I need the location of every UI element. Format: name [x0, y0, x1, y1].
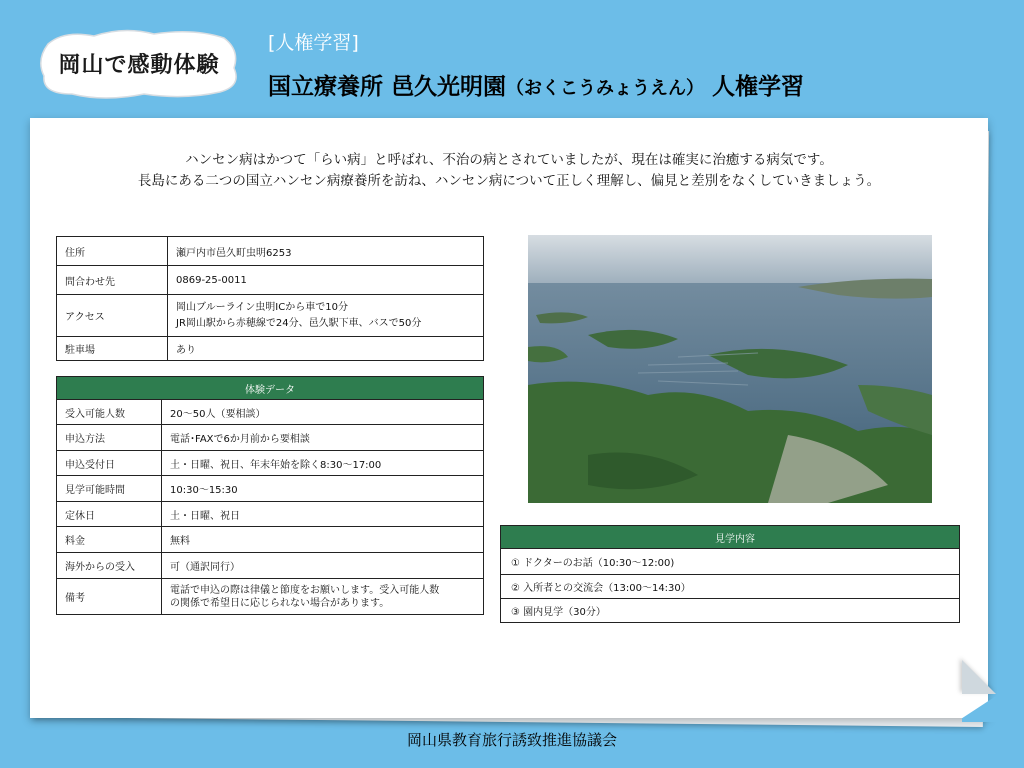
info-label-access: アクセス	[57, 295, 168, 337]
experience-table	[56, 376, 484, 615]
info-value-contact: 0869-25-0011	[168, 266, 484, 295]
table-row	[57, 579, 484, 615]
note-line-1: 電話で申込の際は律儀と節度をお願いします。受入可能人数	[170, 584, 440, 596]
intro-line-1: ハンセン病はかつて「らい病」と呼ばれ、不治の病とされていましたが、現在は確実に治癒する病気です。	[185, 152, 833, 168]
table-row	[57, 400, 484, 425]
table-header-row	[57, 377, 484, 400]
table-header-row	[501, 526, 960, 549]
title-reading: （おくこうみょうえん）	[506, 78, 705, 99]
exp-label: 受入可能人数	[57, 400, 162, 425]
info-value-parking: あり	[168, 337, 484, 361]
table-row	[501, 575, 960, 599]
category-label: [人権学習]	[268, 32, 359, 54]
visit-table	[500, 525, 960, 623]
access-line-1: 岡山ブルーライン虫明ICから車で10分	[176, 301, 348, 313]
exp-value	[162, 579, 484, 615]
exp-label: 定休日	[57, 502, 162, 527]
table-row	[57, 237, 484, 266]
exp-label: 海外からの受入	[57, 553, 162, 579]
access-line-2: JR岡山駅から赤穂線で24分、邑久駅下車、バスで50分	[176, 317, 422, 329]
table-row	[501, 599, 960, 623]
exp-value: 土・日曜、祝日、年末年始を除く8:30～17:00	[162, 451, 484, 476]
info-label-contact: 問合わせ先	[57, 266, 168, 295]
table-row	[57, 502, 484, 527]
intro-text	[30, 150, 988, 192]
info-table	[56, 236, 484, 361]
table-row	[57, 553, 484, 579]
table-row	[501, 549, 960, 575]
intro-line-2: 長島にある二つの国立ハンセン病療養所を訪ね、ハンセン病について正しく理解し、偏見と差別をなくしていきましょう。	[137, 173, 881, 189]
exp-value: 電話･FAXで6か月前から要相談	[162, 425, 484, 451]
exp-label: 備考	[57, 579, 162, 615]
aerial-photo-illustration	[528, 235, 932, 503]
table-row	[57, 451, 484, 476]
aerial-photo	[528, 235, 932, 503]
table-row	[57, 337, 484, 361]
exp-label: 申込方法	[57, 425, 162, 451]
table-row	[57, 266, 484, 295]
title-suffix: 人権学習	[704, 74, 805, 100]
table-row	[57, 295, 484, 337]
info-label-parking: 駐車場	[57, 337, 168, 361]
visit-item: ② 入所者との交流会（13:00～14:30）	[501, 575, 960, 599]
page-title	[268, 68, 804, 101]
exp-value: 10:30～15:30	[162, 476, 484, 502]
table-row	[57, 425, 484, 451]
info-value-address: 瀬戸内市邑久町虫明6253	[168, 237, 484, 266]
exp-label: 見学可能時間	[57, 476, 162, 502]
info-value-access	[168, 295, 484, 337]
exp-value: 可（通訳同行）	[162, 553, 484, 579]
visit-item: ① ドクターのお話（10:30～12:00)	[501, 549, 960, 575]
exp-value: 土・日曜、祝日	[162, 502, 484, 527]
info-label-address: 住所	[57, 237, 168, 266]
exp-label: 申込受付日	[57, 451, 162, 476]
exp-value: 無料	[162, 527, 484, 553]
note-line-2: の関係で希望日に応じられない場合があります。	[170, 597, 390, 609]
footer-organization: 岡山県教育旅行誘致推進協議会	[406, 731, 617, 749]
table-row	[57, 527, 484, 553]
visit-item: ③ 園内見学（30分）	[501, 599, 960, 623]
experience-header: 体験データ	[57, 377, 484, 400]
logo	[34, 24, 244, 102]
exp-label: 料金	[57, 527, 162, 553]
logo-text: 岡山で感動体験	[58, 52, 220, 78]
page-curl	[962, 660, 996, 694]
table-row	[57, 476, 484, 502]
visit-header: 見学内容	[501, 526, 960, 549]
title-main: 国立療養所 邑久光明園	[268, 74, 507, 100]
exp-value: 20～50人（要相談）	[162, 400, 484, 425]
